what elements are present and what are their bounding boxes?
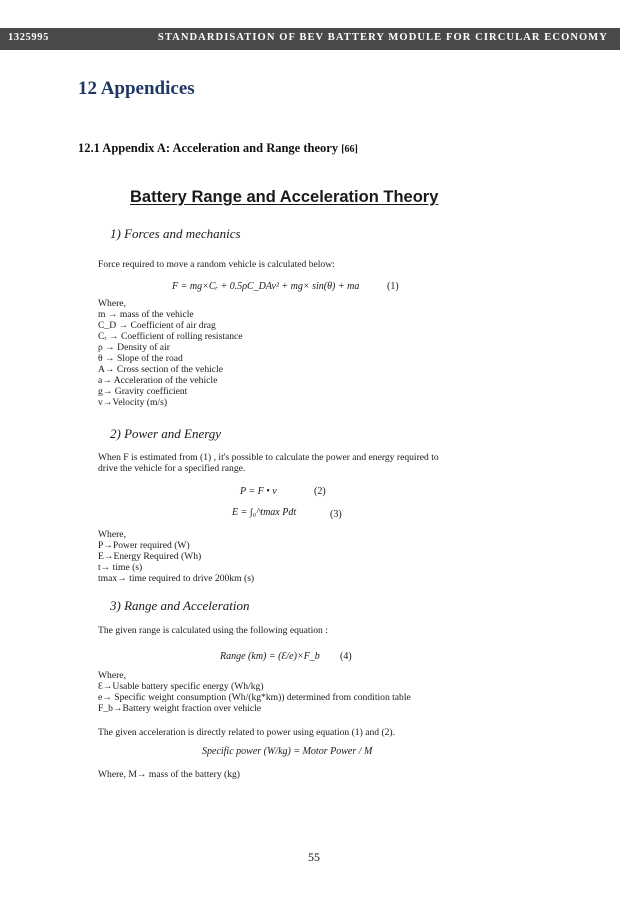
range-equation: Range (km) = (Ɛ/e)×F_b xyxy=(220,651,320,662)
equation-number-2: (2) xyxy=(314,486,326,497)
power-intro-1: When F is estimated from (1) , it's possible to calculate the power and energy required to xyxy=(98,452,439,463)
definition-line: P→Power required (W) xyxy=(98,540,190,551)
citation-ref: [66] xyxy=(341,144,358,155)
heading-range-acceleration: 3) Range and Acceleration xyxy=(110,598,250,613)
definition-line: C_D → Coefficient of air drag xyxy=(98,320,216,331)
where-mass-battery: Where, M→ mass of the battery (kg) xyxy=(98,769,240,780)
header-title: STANDARDISATION OF BEV BATTERY MODULE FOR CIRCULAR ECONOMY xyxy=(157,32,608,43)
definition-line: A→ Cross section of the vehicle xyxy=(98,364,223,375)
definition-line: a→ Acceleration of the vehicle xyxy=(98,375,218,386)
definition-line: θ → Slope of the road xyxy=(98,353,183,364)
definition-line: v→Velocity (m/s) xyxy=(98,397,168,408)
definition-line: t→ time (s) xyxy=(98,562,143,573)
definition-line: tmax→ time required to drive 200km (s) xyxy=(98,573,255,584)
acceleration-intro: The given acceleration is directly related to power using equation (1) and (2). xyxy=(98,727,396,738)
power-equation: P = F • v xyxy=(240,486,277,497)
definition-line: Ɛ→Usable battery specific energy (Wh/kg) xyxy=(98,681,264,692)
heading-forces: 1) Forces and mechanics xyxy=(110,226,241,241)
equation-number-1: (1) xyxy=(387,281,399,292)
range-intro: The given range is calculated using the following equation : xyxy=(98,625,328,636)
equation-number-3: (3) xyxy=(330,509,342,520)
student-number: 1325995 xyxy=(8,32,49,43)
definition-line: E→Energy Required (Wh) xyxy=(98,551,202,562)
definition-line: ρ → Density of air xyxy=(98,342,170,353)
equation-number-4: (4) xyxy=(340,651,352,662)
page-number: 55 xyxy=(308,850,320,864)
specific-power-equation: Specific power (W/kg) = Motor Power / M xyxy=(202,746,373,757)
where-3: Where, xyxy=(98,670,126,681)
running-header xyxy=(0,28,620,50)
energy-equation: E = ∫₀^tmax Pdt xyxy=(232,507,297,518)
appendix-subtitle xyxy=(78,141,358,156)
forces-intro: Force required to move a random vehicle is calculated below: xyxy=(98,259,335,270)
definition-line: F_b→Battery weight fraction over vehicle xyxy=(98,703,262,714)
force-equation: F = mg×Cᵣ + 0.5ρC_DAv² + mg× sin(θ) + ma xyxy=(172,281,360,292)
heading-power-energy: 2) Power and Energy xyxy=(110,426,222,441)
where-2: Where, xyxy=(98,529,126,540)
definition-line: e→ Specific weight consumption (Wh/(kg*km)) determined from condition table xyxy=(98,692,411,703)
definition-line: m → mass of the vehicle xyxy=(98,309,194,320)
subtitle-text: 12.1 Appendix A: Acceleration and Range theory xyxy=(78,141,339,155)
figure-title: Battery Range and Acceleration Theory xyxy=(130,188,439,206)
section-title: 12 Appendices xyxy=(78,78,195,99)
power-intro-2: drive the vehicle for a specified range. xyxy=(98,463,246,474)
definition-line: Cᵣ → Coefficient of rolling resistance xyxy=(98,331,243,342)
definition-line: g→ Gravity coefficient xyxy=(98,386,188,397)
where-1: Where, xyxy=(98,298,126,309)
